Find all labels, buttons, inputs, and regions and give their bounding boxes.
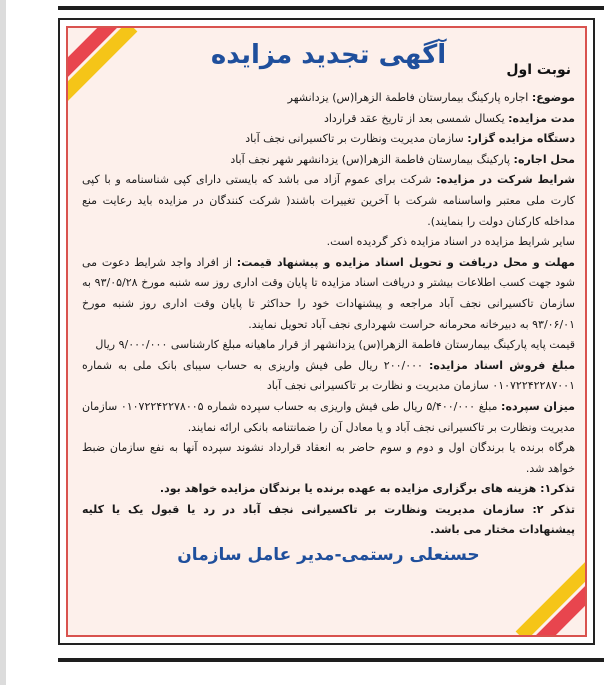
- location-line: [82, 150, 575, 171]
- corner-ribbon-bottom-right: [507, 557, 585, 635]
- subject-label: موضوع:: [531, 91, 575, 104]
- conditions-label: شرایط شرکت در مزایده:: [436, 173, 575, 187]
- ad-frame: [58, 18, 595, 645]
- doc-price-line: [82, 356, 575, 397]
- conditions-line: [82, 170, 575, 232]
- ad-body: [82, 88, 575, 541]
- note2-text: سازمان مدیریت ونظارت بر تاکسیرانی نجف آباد در رد یا قبول یک یا کلیه پیشنهادات مختار می باشد.: [82, 502, 575, 537]
- ad-inner-border: [66, 26, 587, 637]
- deadline-label: مهلت و محل دریافت و تحویل اسناد مزایده و پیشنهاد قیمت:: [236, 255, 575, 269]
- subject-text: اجاره پارکینگ بیمارستان فاطمة الزهرا(س) یزدانشهر: [287, 91, 529, 104]
- ad-title: آگهی تجدید مزایده: [210, 40, 447, 70]
- other-conditions-line: سایر شرایط مزایده در اسناد مزایده ذکر گردیده است.: [326, 235, 575, 249]
- deposit-text: مبلغ ۵/۴۰۰/۰۰۰ ریال طی فیش واریزی به حساب سپرده شماره ۰۱۰۷۲۲۴۲۲۷۸۰۰۵ سازمان مدیریت ونظارت بر تاکسیرانی نجف آباد و یا معادل آن را ضمانتنامه بانکی ارائه نمایند.: [82, 399, 575, 434]
- conditions-text: شرکت برای عموم آزاد می باشد که بایستی دارای کپی شناسنامه و با کپی کارت ملی معتبر واساسنامه شرکت با آخرین تغییرات باشند( شرکت کنندگان در مزایده باید رعایت منع مداخله کارکنان دولت را بنمایند).: [82, 173, 575, 228]
- ad-content: [82, 36, 575, 565]
- deadline-line: [82, 253, 575, 335]
- signature: حسنعلی رستمی-مدیر عامل سازمان: [177, 545, 480, 566]
- turn-label: نوبت اول: [506, 62, 571, 78]
- organizer-text: سازمان مدیریت ونظارت بر تاکسیرانی نجف آباد: [245, 132, 464, 146]
- doc-price-label: مبلغ فروش اسناد مزایده:: [428, 358, 576, 372]
- deadline-text: از افراد واجد شرایط دعوت می شود جهت کسب اطلاعات بیشتر و دریافت اسناد مزایده تا پایان وقت اداری روز سه شنبه مورخ ۹۳/۰۵/۲۸ به سازمان تاکسیرانی نجف آباد مراجعه و پیشنهادات خود را حداکثر تا پایان وقت اداری روز شنبه مورخ ۹۳/۰۶/۰۱ به دبیرخانه محرمانه حراست شهرداری نجف آباد تحویل نمایند.: [82, 255, 575, 331]
- bottom-divider: [58, 658, 604, 662]
- organizer-label: دستگاه مزایده گزار:: [467, 132, 575, 146]
- base-price-line: قیمت پایه پارکینگ بیمارستان فاطمة الزهرا(س) یزدانشهر از قرار ماهیانه مبلغ کارشناسی ۹/۰۰۰/۰۰۰ ریال: [95, 338, 575, 352]
- top-divider: [58, 6, 604, 10]
- note1-text: هزینه های برگزاری مزایده به عهده برنده یا برندگان مزایده خواهد بود.: [159, 482, 537, 496]
- page-edge: [0, 0, 6, 685]
- location-label: محل اجاره:: [513, 152, 575, 166]
- note2-label: تذکر ۲:: [532, 502, 575, 516]
- note2-line: [82, 500, 575, 541]
- note1-line: [82, 479, 575, 500]
- deposit-label: میزان سپرده:: [501, 399, 575, 413]
- forfeit-line: هرگاه برنده یا برندگان اول و دوم و سوم حاضر به انعقاد قرارداد نشوند سپرده آنها به نفع سازمان ضبط خواهد شد.: [82, 441, 575, 475]
- duration-label: مدت مزایده:: [508, 111, 575, 125]
- subject-line: [82, 88, 575, 109]
- doc-price-text: ۲۰۰/۰۰۰ ریال طی فیش واریزی به حساب سیبای بانک ملی به شماره ۰۱۰۷۲۲۴۲۲۸۷۰۰۱ سازمان مدیریت و نظارت بر تاکسیرانی نجف آباد: [82, 358, 575, 393]
- ad-header: [82, 36, 575, 88]
- organizer-line: [82, 129, 575, 150]
- location-text: پارکینگ بیمارستان فاطمة الزهرا(س) یزدانشهر شهر نجف آباد: [230, 152, 511, 166]
- deposit-line: [82, 397, 575, 438]
- duration-text: یکسال شمسی بعد از تاریخ عقد قرارداد: [323, 111, 505, 125]
- duration-line: [82, 109, 575, 130]
- note1-label: تذکر۱:: [540, 482, 575, 496]
